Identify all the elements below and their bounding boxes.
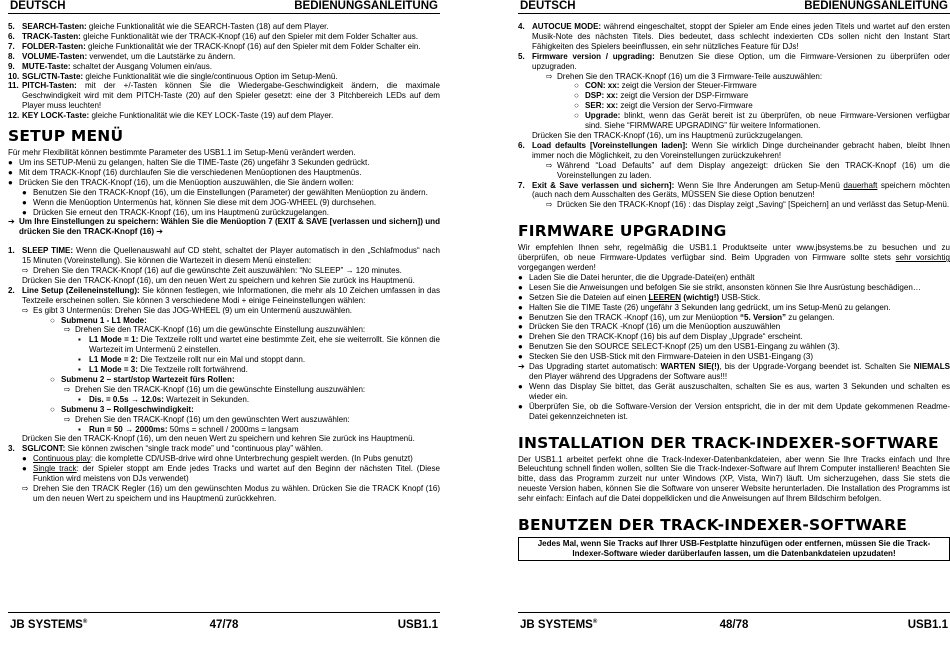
option-autocue: 4. AUTOCUE MODE: während eingeschaltet, stoppt der Spieler am Ende eines jeden Titels und wartet auf den ersten Musik-Note des nächsten Titels. Dies bedeutet, dass schlecht indexierten CDs sollen nicht den Instant Start Fähigkeiten des Spielers beeinflussen, ein sehr nützliches Feature für DJs!: [518, 22, 950, 51]
numbered-item: 5. SEARCH-Tasten: gleiche Funktionalität wie die SEARCH-Tasten (18) auf dem Player.: [8, 22, 329, 31]
square-bullet-icon: ▪: [78, 365, 81, 375]
hollow-arrow-icon: ⇨: [22, 305, 29, 315]
numbered-item: 8. VOLUME-Tasten: verwendet, um die Lautstärke zu ändern.: [8, 51, 236, 61]
hollow-arrow-icon: ⇨: [64, 414, 71, 424]
option-exit-save: 7. Exit & Save verlassen und sichern]: Wenn Sie Ihre Änderungen am Setup-Menü dauerhaft speichern möchten (auch nach dem Ausschalten des Geräts, MÜSSEN Sie diese Option benutzen!: [518, 180, 950, 200]
numbered-item: 7. FOLDER-Tasten: gleiche Funktionalität wie der TRACK-Knopf (16) auf den Spieler mit dem Folder Schalter ein.: [8, 41, 421, 51]
upgrade-auto-note: ➔ Das Upgrading startet automatisch: WARTEN SIE(!), bis der Upgrade-Vorgang beendet ist. Schalten Sie NIEMALS den Player während des Upgradens der Software aus!!!: [518, 362, 950, 381]
bullet-icon: ●: [8, 177, 13, 187]
bullet-icon: ●: [22, 207, 27, 217]
exit-instruction: ⇨ Drücken Sie den TRACK-Knopf (16) : das Display zeigt „Saving“ [Speichern] an und verlässt das Setup-Menü.: [546, 200, 950, 210]
submenu-1: ○ Submenu 1 - L1 Mode:: [50, 315, 147, 325]
submenu-2-instruction: ⇨ Drehen Sie den TRACK-Knopf (16) um die gewünschte Einstellung auszuwählen:: [64, 384, 366, 394]
bullet-icon: ●: [518, 322, 523, 332]
load-instruction: ⇨ Während “Load Defaults” auf dem Display angezeigt: drücken Sie den TRACK-Knopf (16) um die Voreinstellungen zu laden.: [546, 160, 950, 180]
bullet-icon: ●: [518, 381, 523, 391]
arrow-right-icon: ➔: [156, 227, 164, 237]
hollow-arrow-icon: ⇨: [22, 266, 29, 276]
installation-text: Der USB1.1 arbeitet perfekt ohne die Track-Indexer-Datenbankdateien, aber wenn Sie Ihre Tracks einfach und Ihre Beleuchtung schnell finden wollen, sollten Sie die Track-Indexer-Software auf Ihrem Computer installieren! Beachten Sie bitte, dass das Programm zurzeit nur unter Windows (XP, Vista, Win7) läuft. Um sicherzugehen, dass Sie stets die neueste Version haben, können Sie die Software von unserer Website herunterladen. Die Installation des Programms ist sehr einfach: Einfach auf die Datei doppelklicken und die Anweisungen auf Ihrem Bildschirm befolgen.: [518, 454, 950, 504]
list-item: ▪ L1 Mode = 1: Die Textzeile rollt und wartet eine bestimmte Zeit, ehe sie weiterrollt. Sie können die Wartezeit im Untermenü 2 einstellen.: [78, 335, 440, 355]
square-bullet-icon: ▪: [78, 355, 81, 365]
sgl-bullets: [8, 454, 440, 484]
list-item: ○ CON: xx: zeigt die Version der Steuer-Firmware: [574, 81, 757, 91]
page-footer: [518, 612, 950, 634]
page-right: [518, 0, 950, 654]
arrow-right-icon: →: [345, 266, 354, 276]
hollow-arrow-icon: ⇨: [546, 160, 553, 170]
line-save: Drücken Sie den TRACK-Knopf (16), um den neuen Wert zu speichern und kehren Sie zurück ins Hauptmenü.: [22, 434, 415, 444]
bullet-icon: ●: [518, 312, 523, 322]
setup-bullets: [8, 158, 440, 217]
page-footer: [8, 612, 440, 634]
section-title-setup: SETUP MENÜ: [8, 127, 124, 146]
hollow-arrow-icon: ⇨: [64, 325, 71, 335]
submenu-2: ○ Submenu 2 – start/stop Wartezeit fürs Rollen:: [50, 375, 235, 384]
submenu-1-instruction: ⇨ Drehen Sie den TRACK-Knopf (16) um die gewünschte Einstellung auszuwählen:: [64, 325, 366, 335]
list-item: ● Drücken Sie den TRACK-Knopf (16), um die Menüoption auszuwählen, die Sie ändern wollen:: [8, 177, 354, 187]
circle-bullet-icon: ○: [574, 101, 579, 111]
page-header: [518, 0, 950, 14]
submenu-2-value: ▪ Dis. = 0.5s → 12.0s: Wartezeit in Sekunden.: [78, 394, 250, 404]
upgrade-steps: [518, 273, 950, 293]
hollow-arrow-icon: ⇨: [22, 483, 29, 493]
section-title-firmware-upgrading: FIRMWARE UPGRADING: [518, 222, 727, 241]
list-item: ● Überprüfen Sie, ob die Software-Version der Version entspricht, die in der mit dem Update gekommenen Readme-Datei gekennzeichneten ist.: [518, 401, 950, 421]
footer-model: USB1.1: [397, 618, 438, 631]
list-item: ● Um ins SETUP-Menü zu gelangen, halten Sie die TIME-Taste (26) ungefähr 3 Sekunden gedrückt.: [8, 157, 370, 167]
square-bullet-icon: ▪: [78, 394, 81, 404]
bullet-icon: ●: [518, 292, 523, 302]
page-body: [518, 22, 950, 610]
numbered-item: 12. KEY LOCK-Taste: gleiche Funktionalität wie die KEY LOCK-Taste (19) auf dem Player.: [8, 111, 334, 121]
firmware-parts: [518, 81, 950, 131]
firmware-back: Drücken Sie den TRACK-Knopf (16), um ins Hauptmenü zurückzugelangen.: [532, 130, 803, 140]
bullet-icon: ●: [518, 282, 523, 292]
bullet-icon: ●: [518, 342, 523, 352]
section-title-usage: BENUTZEN DER TRACK-INDEXER-SOFTWARE: [518, 516, 908, 535]
page-body: [8, 22, 440, 610]
square-bullet-icon: ▪: [78, 424, 81, 434]
save-note: ➔ Um Ihre Einstellungen zu speichern: Wählen Sie die Menüoption 7 (EXIT & SAVE [verlassen und sichern]) und drücken Sie den TRACK-Knopf (16) ➔: [8, 217, 440, 237]
firmware-upgrading-intro: Wir empfehlen Ihnen sehr, regelmäßig die USB1.1 Produktseite unter www.jbsystems.be zu besuchen und zu überprüfen, ob neue Firmware-Updates verfügbar sind. Beim Upgraden von Firmware sollte stets sehr vorsichtig vorgegangen werden!: [518, 243, 950, 273]
list-item: ● Laden Sie die Datei herunter, die die Upgrade-Datei(en) enthält: [518, 272, 755, 282]
square-bullet-icon: ▪: [78, 335, 81, 345]
footer-model: USB1.1: [907, 618, 948, 631]
list-item: ● Drücken Sie den TRACK -Knopf (16) um die Menüoption auszuwählen: [518, 322, 781, 332]
list-item: ○ Upgrade: blinkt, wenn das Gerät bereit ist zu überprüfen, ob neue Firmware-Versionen verfügbar sind. Siehe “FIRMWARE UPGRADING” für weitere Informationen.: [574, 111, 950, 131]
bullet-icon: ●: [22, 187, 27, 197]
bullet-icon: ●: [518, 302, 523, 312]
list-item: ● Lesen Sie die Anweisungen und befolgen Sie sie strikt, ansonsten können Sie Ihre Ausrüstung beschädigen…: [518, 282, 921, 292]
bullet-icon: ●: [518, 272, 523, 282]
list-item: ▪ L1 Mode = 3: Die Textzeile rollt fortwährend.: [78, 365, 248, 375]
upgrade-steps: [518, 303, 950, 313]
option-line-setup: 2. Line Setup (Zeileneinstellung): Sie können festlegen, wie Informationen, die mehr als 10 Zeichen umfassen in das Textzeile erscheinen sollen. Sie können 3 verschiedene Modi + einige Feineinstellungen wählen:: [8, 285, 440, 305]
footer-brand: JB SYSTEMS®: [520, 618, 598, 631]
submenu-3-instruction: ⇨ Drehen Sie den TRACK-Knopf (16) um den gewünschten Wert auszuwählen:: [64, 414, 350, 424]
circle-bullet-icon: ○: [50, 404, 55, 414]
numbered-item: 6. TRACK-Tasten: gleiche Funktionalität wie der TRACK-Knopf (16) auf den Spieler mit dem Folder Schalter aus.: [8, 31, 418, 41]
bullet-icon: ●: [518, 332, 523, 342]
footer-page-number: 47/78: [209, 618, 239, 631]
list-item: ▪ L1 Mode = 2: Die Textzeile rollt nur ein Mal und stoppt dann.: [78, 355, 306, 365]
upgrade-step: ● Setzen Sie die Dateien auf einen LEEREN (wichtig!) USB-Stick.: [518, 292, 761, 302]
list-item: ● Wenn das Display Sie bittet, das Gerät auszuschalten, schalten Sie es aus, warten 3 Sekunden und schalten es wieder ein.: [518, 381, 950, 401]
bullet-icon: ●: [22, 464, 27, 474]
list-item: ● Stecken Sie den USB-Stick mit den Firmware-Dateien in den USB1-Eingang (3): [518, 352, 814, 362]
bullet-icon: ●: [518, 352, 523, 362]
numbered-item: 10. SGL/CTN-Taste: gleiche Funktionalität wie die single/continuous Option im Setup-Menü.: [8, 71, 338, 81]
bullet-icon: ●: [8, 167, 13, 177]
circle-bullet-icon: ○: [50, 315, 55, 325]
list-item: ● Benutzen Sie den SOURCE SELECT-Knopf (25) um den USB1-Eingang zu wählen (3).: [518, 342, 840, 352]
bullet-icon: ●: [518, 401, 523, 411]
option-firmware: 5. Firmware version / upgrading: Benutzen Sie diese Option, um die Firmware-Versionen zu überprüfen oder upzugraden.: [518, 51, 950, 71]
submenu-1-modes: [8, 335, 440, 375]
hollow-arrow-icon: ⇨: [546, 71, 553, 81]
upgrade-steps: [518, 382, 950, 422]
list-item: ● Single track: der Spieler stoppt am Ende jedes Tracks und wartet auf den Beginn der nächsten Titel. (Diese Funktion wird meistens von DJs verwendet): [22, 464, 440, 484]
list-item: ● Continuous play: die komplette CD/USB-drive wird ohne Unterbrechung gespielt werden. (In Pubs genutzt): [22, 454, 413, 464]
circle-bullet-icon: ○: [50, 375, 55, 384]
arrow-right-icon: ➔: [518, 362, 525, 372]
header-language: DEUTSCH: [10, 0, 66, 12]
list-item: ● Halten Sie die TIME Taste (26) ungefähr 3 Sekunden lang gedrückt, um ins Setup-Menü zu gelangen.: [518, 302, 891, 312]
list-item: ○ DSP: xx: zeigt die Version der DSP-Firmware: [574, 91, 749, 101]
header-title: BEDIENUNGSANLEITUNG: [804, 0, 948, 12]
notice-box: Jedes Mal, wenn Sie Tracks auf Ihrer USB-Festplatte hinzufügen oder entfernen, müssen Sie die Track-Indexer-Software wieder darüberlaufen lassen, um die Datenbankdateien upzudaten!: [518, 537, 950, 561]
upgrade-steps: [518, 322, 950, 362]
line-submenus: ⇨ Es gibt 3 Untermenüs: Drehen Sie das JOG-WHEEL (9) um ein Untermenü auszuwählen.: [22, 305, 353, 315]
hollow-arrow-icon: ⇨: [546, 200, 553, 210]
submenu-3-value: ▪ Run = 50 → 2000ms: 50ms = schnell / 2000ms = langsam: [78, 424, 299, 434]
remote-keys-list: [8, 22, 440, 121]
list-item: ● Benutzen Sie den TRACK-Knopf (16), um die Einstellungen (Parameter) der gewählten Menüoption zu ändern.: [22, 187, 428, 197]
circle-bullet-icon: ○: [574, 91, 579, 101]
page-header: [8, 0, 440, 14]
arrow-right-icon: ➔: [8, 217, 15, 227]
section-title-installation: INSTALLATION DER TRACK-INDEXER-SOFTWARE: [518, 433, 939, 452]
list-item: ● Mit dem TRACK-Knopf (16) durchlaufen Sie die verschiedenen Menüoptionen des Hauptmenüs.: [8, 167, 362, 177]
setup-intro: Für mehr Flexibilität können bestimmte Parameter des USB1.1 im Setup-Menü verändert werden.: [8, 148, 356, 158]
numbered-item: 9. MUTE-Taste: schaltet der Ausgang Volumen ein/aus.: [8, 61, 212, 71]
list-item: ○ SER: xx: zeigt die Version der Servo-Firmware: [574, 101, 753, 111]
sleep-save: Drücken Sie den TRACK-Knopf (16), um den neuen Wert zu speichern und kehren Sie zurück ins Hauptmenü.: [22, 275, 415, 285]
hollow-arrow-icon: ⇨: [64, 384, 71, 394]
option-load-defaults: 6. Load defaults [Voreinstellungen laden]: Wenn Sie wirklich Dinge durcheinander gebracht haben, bleibt Ihnen immer noch die Möglichkeit, zu den Voreinstellungen zurückzukehren!: [518, 140, 950, 160]
arrow-right-icon: →: [130, 394, 139, 404]
circle-bullet-icon: ○: [574, 111, 579, 121]
upgrade-step: ● Benutzen Sie den TRACK -Knopf (16), um zur Menüoption “5. Version” zu gelangen.: [518, 312, 835, 322]
footer-page-number: 48/78: [719, 618, 749, 631]
bullet-icon: ●: [22, 197, 27, 207]
list-item: ● Drücken Sie erneut den TRACK-Knopf (16), um ins Hauptmenü zurückzugelangen.: [22, 207, 329, 217]
bullet-icon: ●: [22, 454, 27, 464]
page-left: [8, 0, 440, 654]
footer-brand: JB SYSTEMS®: [10, 618, 88, 631]
firmware-instruction: ⇨ Drehen Sie den TRACK-Knopf (16) um die 3 Firmware-Teile auszuwählen:: [546, 71, 823, 81]
sgl-instruction: ⇨ Drehen Sie den TRACK Regler (16) um den gewünschten Modus zu wählen. Drücken Sie die TRACK Knopf (16) um den neuen Wert zu speichern und ins Hauptmenü zurückkehren.: [22, 483, 440, 503]
numbered-item: 11. PITCH-Tasten: mit der +/-Tasten können Sie die Wiedergabe-Geschwindigkeit ändern, die maximale Geschwindigkeit wird mit dem PITCH-Taste (20) auf den Spieler gesetzt: eine der 3 Pitchbereich LEDs auf dem Player muss leuchten!: [8, 81, 440, 111]
option-sleep-time: 1. SLEEP TIME: Wenn die Quellenauswahl auf CD steht, schaltet der Player automatisch in den „Schlafmodus“ nach 15 Minuten (Voreinstellung). Sie können die Wartezeit in diesem Menü einstellen:: [8, 246, 440, 266]
option-sgl-cont: 3. SGL/CONT: Sie können zwischen “single track mode” und “continuous play” wählen.: [8, 444, 324, 454]
bullet-icon: ●: [8, 157, 13, 167]
circle-bullet-icon: ○: [574, 81, 579, 91]
list-item: ● Drehen Sie den TRACK-Knopf (16) bis auf dem Display „Upgrade“ erscheint.: [518, 332, 803, 342]
arrow-right-icon: →: [125, 424, 134, 434]
header-language: DEUTSCH: [520, 0, 576, 12]
list-item: ● Wenn die Menüoption Untermenüs hat, können Sie diese mit dem JOG-WHEEL (9) durchsehen.: [22, 197, 377, 207]
header-title: BEDIENUNGSANLEITUNG: [294, 0, 438, 12]
sleep-instruction: ⇨ Drehen Sie den TRACK-Knopf (16) auf die gewünschte Zeit auszuwählen: “No SLEEP” → 120 minutes.: [22, 266, 402, 276]
submenu-3: ○ Submenu 3 – Rollgeschwindigkeit:: [50, 404, 194, 414]
